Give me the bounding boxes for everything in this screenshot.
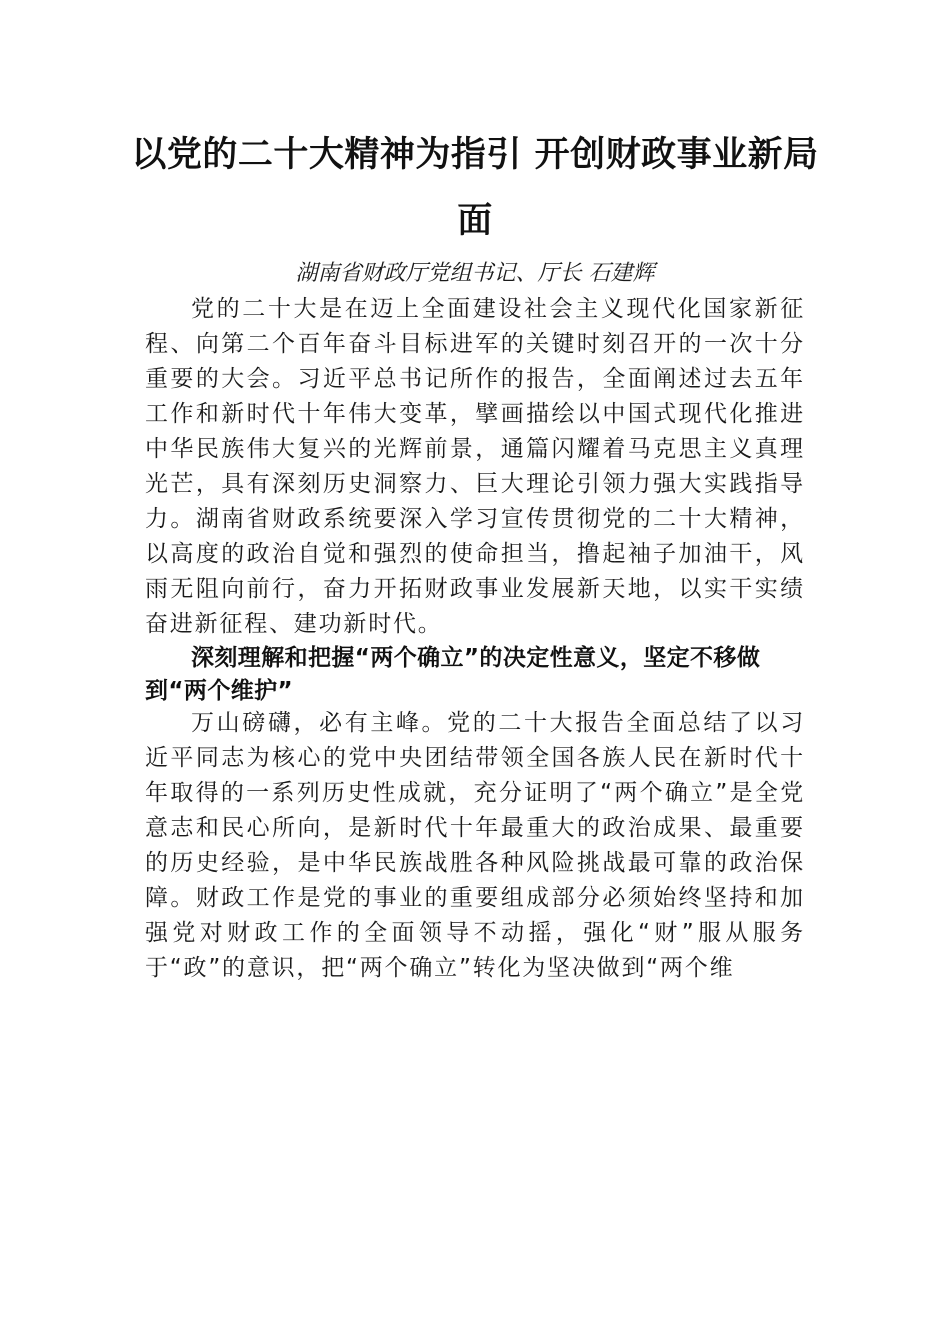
author-byline: 湖南省财政厅党组书记、厅长 石建辉 [295, 261, 655, 286]
body-paragraph-1: 党的二十大是在迈上全面建设社会主义现代化国家新征程、向第二个百年奋斗目标进军的关键时刻召开的一次十分重要的大会。习近平总书记所作的报告，全面阐述过去五年工作和新时代十年伟大变革，擘画描绘以中国式现代化推进中华民族伟大复兴的光辉前景，通篇闪耀着马克思主义真理光芒，具有深刻历史洞察力、巨大理论引领力强大实践指导力。湖南省财政系统要深入学习宣传贯彻党的二十大精神，以高度的政治自觉和强烈的使命担当，撸起袖子加油干，风雨无阻向前行，奋力开拓财政事业发展新天地，以实干实绩奋进新征程、建功新时代。 [145, 296, 805, 637]
body-paragraph-2: 万山磅礴，必有主峰。党的二十大报告全面总结了以习近平同志为核心的党中央团结带领全国各族人民在新时代十年取得的一系列历史性成就，充分证明了“两个确立”是全党意志和民心所向，是新时代十年最重大的政治成果、最重要的历史经验，是中华民族战胜各种风险挑战最可靠的政治保障。财政工作是党的事业的重要组成部分必须始终坚持和加强党对财政工作的全面领导不动摇，强化“财”服从服务于“政”的意识，把“两个确立”转化为坚决做到“两个维 [145, 710, 805, 981]
section-heading: 深刻理解和把握“两个确立”的决定性意义，坚定不移做到“两个维护” [145, 645, 761, 704]
document-title: 以党的二十大精神为指引 开创财政事业新局面 [131, 134, 819, 241]
